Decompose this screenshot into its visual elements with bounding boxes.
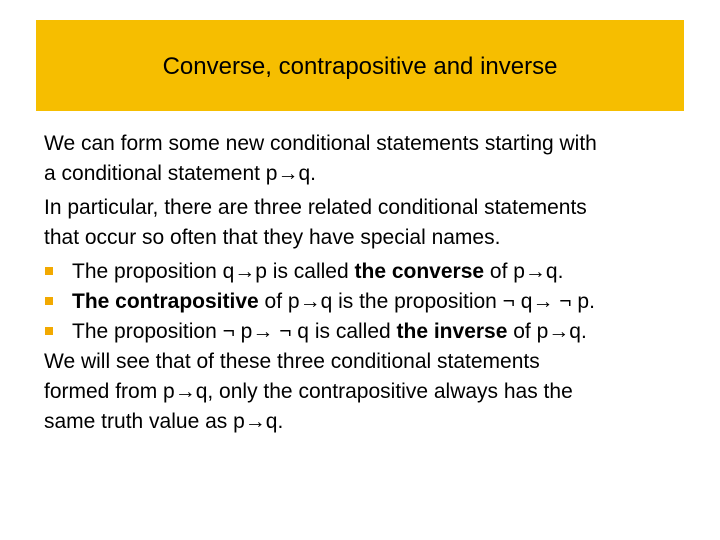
particular-line-2: that occur so often that they have special names. bbox=[44, 226, 501, 249]
bullet-term: the inverse bbox=[396, 320, 508, 343]
bullet-text: of p→q. bbox=[484, 260, 564, 283]
bullet-text: of p→q is the proposition ¬ q→ ¬ p. bbox=[258, 290, 595, 313]
bullet-converse bbox=[44, 257, 694, 287]
intro-line-2: a conditional statement p→q. bbox=[44, 162, 316, 185]
slide-title: Converse, contrapositive and inverse bbox=[162, 53, 558, 80]
bullet-text: The proposition q→p is called bbox=[72, 260, 355, 283]
conclusion-line-2: formed from p→q, only the contrapositive always has the bbox=[44, 380, 573, 403]
bullet-inverse bbox=[44, 317, 694, 347]
bullet-term: The contrapositive bbox=[72, 290, 259, 313]
bullet-term: the converse bbox=[354, 260, 485, 283]
square-bullet-icon bbox=[45, 327, 53, 335]
square-bullet-icon bbox=[45, 297, 53, 305]
bullet-text: The proposition ¬ p→ ¬ q is called bbox=[72, 320, 397, 343]
square-bullet-icon bbox=[45, 267, 53, 275]
intro-line-1: We can form some new conditional statements starting with bbox=[44, 132, 597, 155]
slide-body bbox=[44, 129, 694, 437]
bullet-contrapositive bbox=[44, 287, 694, 317]
conclusion-line-1: We will see that of these three conditional statements bbox=[44, 350, 540, 373]
bullet-text: of p→q. bbox=[507, 320, 587, 343]
conclusion-line-3: same truth value as p→q. bbox=[44, 410, 284, 433]
particular-line-1: In particular, there are three related conditional statements bbox=[44, 196, 587, 219]
